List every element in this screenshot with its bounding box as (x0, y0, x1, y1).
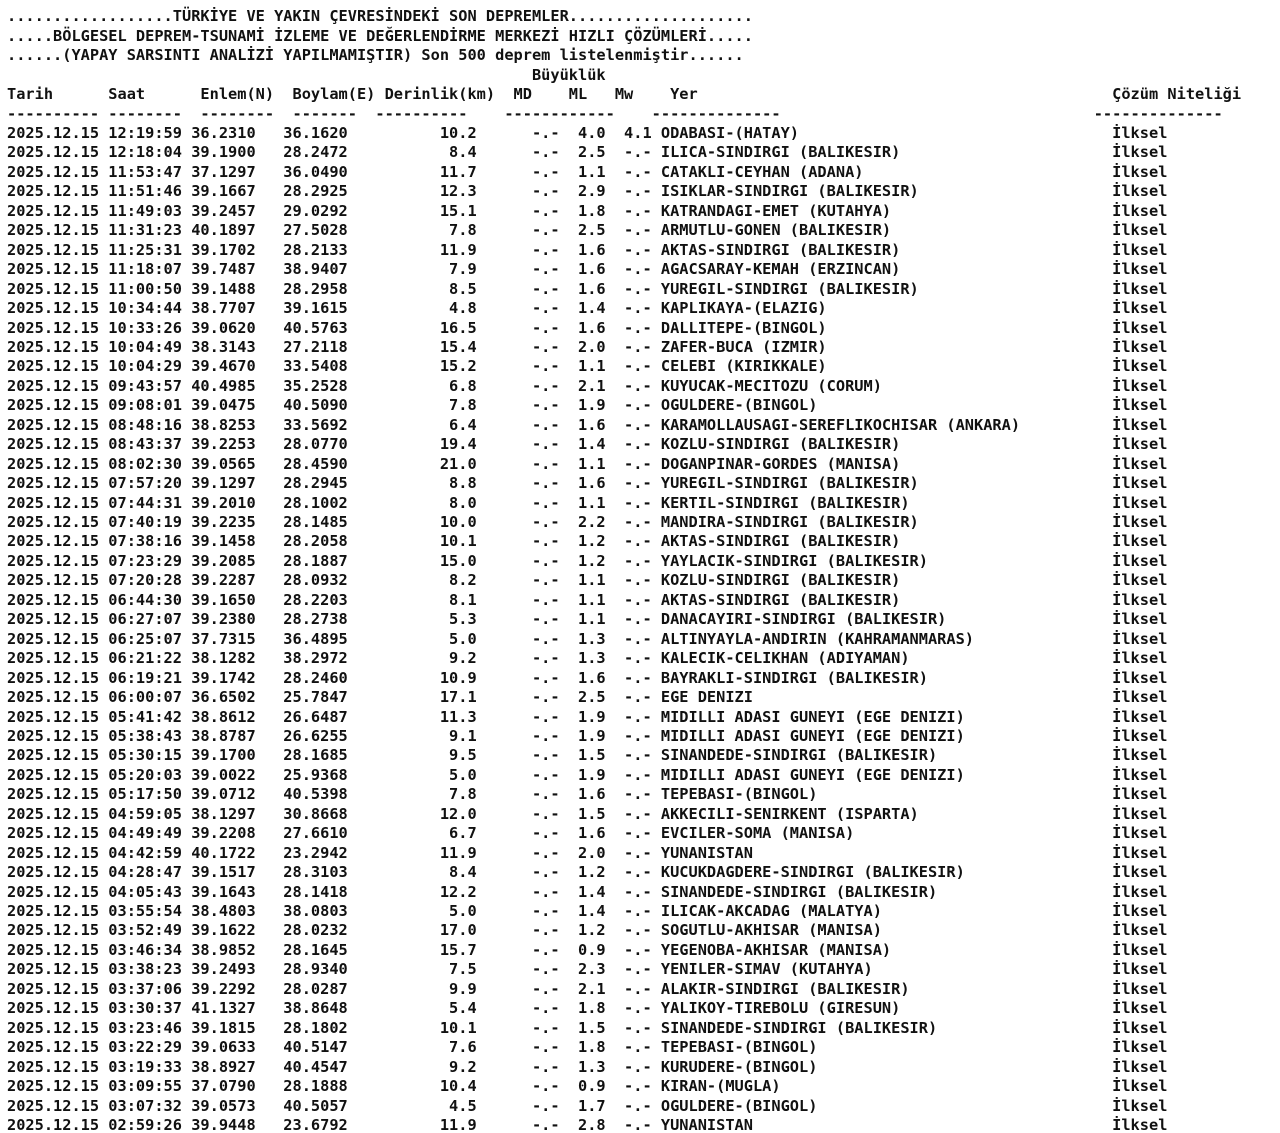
earthquake-row: 2025.12.15 12:19:59 36.2310 36.1620 10.2 -.- 4.0 4.1 ODABASI-(HATAY) İlksel (7, 124, 1168, 142)
earthquake-row: 2025.12.15 07:40:19 39.2235 28.1485 10.0 -.- 2.2 -.- MANDIRA-SINDIRGI (BALIKESIR) İlksel (7, 513, 1168, 531)
earthquake-row: 2025.12.15 04:59:05 38.1297 30.8668 12.0 -.- 1.5 -.- AKKECILI-SENIRKENT (ISPARTA) İlksel (7, 804, 1168, 823)
earthquake-row: 2025.12.15 07:38:16 39.1458 28.2058 10.1 -.- 1.2 -.- AKTAS-SINDIRGI (BALIKESIR) İlksel (7, 532, 1168, 551)
earthquake-row: 2025.12.15 09:43:57 40.4985 35.2528 6.8 -.- 2.1 -.- KUYUCAK-MECITOZU (CORUM) İlksel (7, 376, 1168, 395)
earthquake-row: 2025.12.15 05:20:03 39.0022 25.9368 5.0 -.- 1.9 -.- MIDILLI ADASI GUNEYI (EGE DENIZI) İlksel (7, 765, 1168, 784)
earthquake-row: 2025.12.15 12:18:04 39.1900 28.2472 8.4 -.- 2.5 -.- ILICA-SINDIRGI (BALIKESIR) İlksel (7, 143, 1168, 162)
earthquake-row: 2025.12.15 03:30:37 41.1327 38.8648 5.4 -.- 1.8 -.- YALIKOY-TIREBOLU (GIRESUN) İlksel (7, 999, 1168, 1018)
earthquake-row: 2025.12.15 08:48:16 38.8253 33.5692 6.4 -.- 1.6 -.- KARAMOLLAUSAGI-SEREFLIKOCHISAR (ANKARA) İlksel (7, 415, 1168, 434)
column-separator: ---------- -------- -------- ------- ---------- ------------ -------------- -------------- (7, 104, 1223, 123)
earthquake-row: 2025.12.15 06:27:07 39.2380 28.2738 5.3 -.- 1.1 -.- DANACAYIRI-SINDIRGI (BALIKESIR) İlksel (7, 610, 1168, 629)
earthquake-row: 2025.12.15 06:00:07 36.6502 25.7847 17.1 -.- 2.5 -.- EGE DENIZI İlksel (7, 688, 1168, 707)
earthquake-row: 2025.12.15 03:19:33 38.8927 40.4547 9.2 -.- 1.3 -.- KURUDERE-(BINGOL) İlksel (7, 1057, 1168, 1076)
earthquake-row: 2025.12.15 07:44:31 39.2010 28.1002 8.0 -.- 1.1 -.- KERTIL-SINDIRGI (BALIKESIR) İlksel (7, 493, 1168, 512)
earthquake-row: 2025.12.15 03:46:34 38.9852 28.1645 15.7 -.- 0.9 -.- YEGENOBA-AKHISAR (MANISA) İlksel (7, 940, 1168, 959)
earthquake-row: 2025.12.15 11:53:47 37.1297 36.0490 11.7 -.- 1.1 -.- CATAKLI-CEYHAN (ADANA) İlksel (7, 162, 1168, 181)
earthquake-row: 2025.12.15 11:18:07 39.7487 38.9407 7.9 -.- 1.6 -.- AGACSARAY-KEMAH (ERZINCAN) İlksel (7, 260, 1168, 279)
earthquake-row: 2025.12.15 06:19:21 39.1742 28.2460 10.9 -.- 1.6 -.- BAYRAKLI-SINDIRGI (BALIKESIR) İlksel (7, 668, 1168, 687)
earthquake-row: 2025.12.15 10:34:44 38.7707 39.1615 4.8 -.- 1.4 -.- KAPLIKAYA-(ELAZIG) İlksel (7, 299, 1168, 318)
earthquake-row: 2025.12.15 10:33:26 39.0620 40.5763 16.5 -.- 1.6 -.- DALLITEPE-(BINGOL) İlksel (7, 318, 1168, 337)
earthquake-row: 2025.12.15 10:04:29 39.4670 33.5408 15.2 -.- 1.1 -.- CELEBI (KIRIKKALE) İlksel (7, 357, 1168, 376)
column-header-row: Tarih Saat Enlem(N) Boylam(E) Derinlik(km) MD ML Mw Yer Çözüm Niteliği (7, 85, 1242, 103)
earthquake-row: 2025.12.15 04:49:49 39.2208 27.6610 6.7 -.- 1.6 -.- EVCILER-SOMA (MANISA) İlksel (7, 824, 1168, 843)
earthquake-row: 2025.12.15 02:59:26 39.9448 23.6792 11.9 -.- 2.8 -.- YUNANISTAN İlksel (7, 1115, 1168, 1133)
earthquake-row: 2025.12.15 05:17:50 39.0712 40.5398 7.8 -.- 1.6 -.- TEPEBASI-(BINGOL) İlksel (7, 785, 1168, 804)
earthquake-row: 2025.12.15 11:25:31 39.1702 28.2133 11.9 -.- 1.6 -.- AKTAS-SINDIRGI (BALIKESIR) İlksel (7, 240, 1168, 259)
earthquake-row: 2025.12.15 08:02:30 39.0565 28.4590 21.0 -.- 1.1 -.- DOGANPINAR-GORDES (MANISA) İlksel (7, 454, 1168, 473)
header-note-line: ......(YAPAY SARSINTI ANALİZİ YAPILMAMIŞTIR) Son 500 deprem listelenmiştir...... (7, 46, 744, 64)
earthquake-row: 2025.12.15 05:38:43 38.8787 26.6255 9.1 -.- 1.9 -.- MIDILLI ADASI GUNEYI (EGE DENIZI) İlksel (7, 726, 1168, 745)
earthquake-row: 2025.12.15 03:09:55 37.0790 28.1888 10.4 -.- 0.9 -.- KIRAN-(MUGLA) İlksel (7, 1077, 1168, 1096)
earthquake-row: 2025.12.15 07:20:28 39.2287 28.0932 8.2 -.- 1.1 -.- KOZLU-SINDIRGI (BALIKESIR) İlksel (7, 571, 1168, 590)
earthquake-row: 2025.12.15 11:31:23 40.1897 27.5028 7.8 -.- 2.5 -.- ARMUTLU-GONEN (BALIKESIR) İlksel (7, 221, 1168, 240)
earthquake-row: 2025.12.15 07:57:20 39.1297 28.2945 8.8 -.- 1.6 -.- YUREGIL-SINDIRGI (BALIKESIR) İlksel (7, 474, 1168, 493)
header-title-line: ..................TÜRKİYE VE YAKIN ÇEVRESİNDEKİ SON DEPREMLER.................... (7, 7, 753, 25)
earthquake-row: 2025.12.15 05:41:42 38.8612 26.6487 11.3 -.- 1.9 -.- MIDILLI ADASI GUNEYI (EGE DENIZI) İlksel (7, 707, 1168, 726)
earthquake-row: 2025.12.15 07:23:29 39.2085 28.1887 15.0 -.- 1.2 -.- YAYLACIK-SINDIRGI (BALIKESIR) İlksel (7, 551, 1168, 570)
header-subtitle-line: .....BÖLGESEL DEPREM-TSUNAMİ İZLEME VE DEĞERLENDİRME MERKEZİ HIZLI ÇÖZÜMLERİ..... (7, 26, 753, 45)
earthquake-row: 2025.12.15 03:07:32 39.0573 40.5057 4.5 -.- 1.7 -.- OGULDERE-(BINGOL) İlksel (7, 1096, 1168, 1115)
earthquake-row: 2025.12.15 11:51:46 39.1667 28.2925 12.3 -.- 2.9 -.- ISIKLAR-SINDIRGI (BALIKESIR) İlksel (7, 182, 1168, 201)
earthquake-row: 2025.12.15 06:44:30 39.1650 28.2203 8.1 -.- 1.1 -.- AKTAS-SINDIRGI (BALIKESIR) İlksel (7, 590, 1168, 609)
earthquake-row: 2025.12.15 11:00:50 39.1488 28.2958 8.5 -.- 1.6 -.- YUREGIL-SINDIRGI (BALIKESIR) İlksel (7, 279, 1168, 298)
earthquake-row: 2025.12.15 11:49:03 39.2457 29.0292 15.1 -.- 1.8 -.- KATRANDAGI-EMET (KUTAHYA) İlksel (7, 201, 1168, 220)
earthquake-row: 2025.12.15 05:30:15 39.1700 28.1685 9.5 -.- 1.5 -.- SINANDEDE-SINDIRGI (BALIKESIR) İlksel (7, 746, 1168, 765)
earthquake-row: 2025.12.15 03:55:54 38.4803 38.0803 5.0 -.- 1.4 -.- ILICAK-AKCADAG (MALATYA) İlksel (7, 902, 1168, 920)
earthquake-row: 2025.12.15 03:23:46 39.1815 28.1802 10.1 -.- 1.5 -.- SINANDEDE-SINDIRGI (BALIKESIR) İlksel (7, 1018, 1168, 1037)
earthquake-row: 2025.12.15 06:25:07 37.7315 36.4895 5.0 -.- 1.3 -.- ALTINYAYLA-ANDIRIN (KAHRAMANMARAS) İlksel (7, 629, 1168, 648)
earthquake-row: 2025.12.15 10:04:49 38.3143 27.2118 15.4 -.- 2.0 -.- ZAFER-BUCA (IZMIR) İlksel (7, 337, 1168, 356)
earthquake-row: 2025.12.15 08:43:37 39.2253 28.0770 19.4 -.- 1.4 -.- KOZLU-SINDIRGI (BALIKESIR) İlksel (7, 435, 1168, 454)
earthquake-row: 2025.12.15 04:28:47 39.1517 28.3103 8.4 -.- 1.2 -.- KUCUKDAGDERE-SINDIRGI (BALIKESIR) İlksel (7, 863, 1168, 882)
earthquake-row: 2025.12.15 04:42:59 40.1722 23.2942 11.9 -.- 2.0 -.- YUNANISTAN İlksel (7, 843, 1168, 862)
earthquake-row: 2025.12.15 04:05:43 39.1643 28.1418 12.2 -.- 1.4 -.- SINANDEDE-SINDIRGI (BALIKESIR) İlksel (7, 882, 1168, 901)
magnitude-group-header: Büyüklük (7, 65, 606, 84)
earthquake-row: 2025.12.15 06:21:22 38.1282 38.2972 9.2 -.- 1.3 -.- KALECIK-CELIKHAN (ADIYAMAN) İlksel (7, 649, 1168, 668)
earthquake-row: 2025.12.15 03:52:49 39.1622 28.0232 17.0 -.- 1.2 -.- SOGUTLU-AKHISAR (MANISA) İlksel (7, 921, 1168, 940)
earthquake-row: 2025.12.15 03:38:23 39.2493 28.9340 7.5 -.- 2.3 -.- YENILER-SIMAV (KUTAHYA) İlksel (7, 960, 1168, 979)
earthquake-row: 2025.12.15 03:22:29 39.0633 40.5147 7.6 -.- 1.8 -.- TEPEBASI-(BINGOL) İlksel (7, 1038, 1168, 1057)
earthquake-row: 2025.12.15 03:37:06 39.2292 28.0287 9.9 -.- 2.1 -.- ALAKIR-SINDIRGI (BALIKESIR) İlksel (7, 979, 1168, 998)
earthquake-row: 2025.12.15 09:08:01 39.0475 40.5090 7.8 -.- 1.9 -.- OGULDERE-(BINGOL) İlksel (7, 396, 1168, 415)
